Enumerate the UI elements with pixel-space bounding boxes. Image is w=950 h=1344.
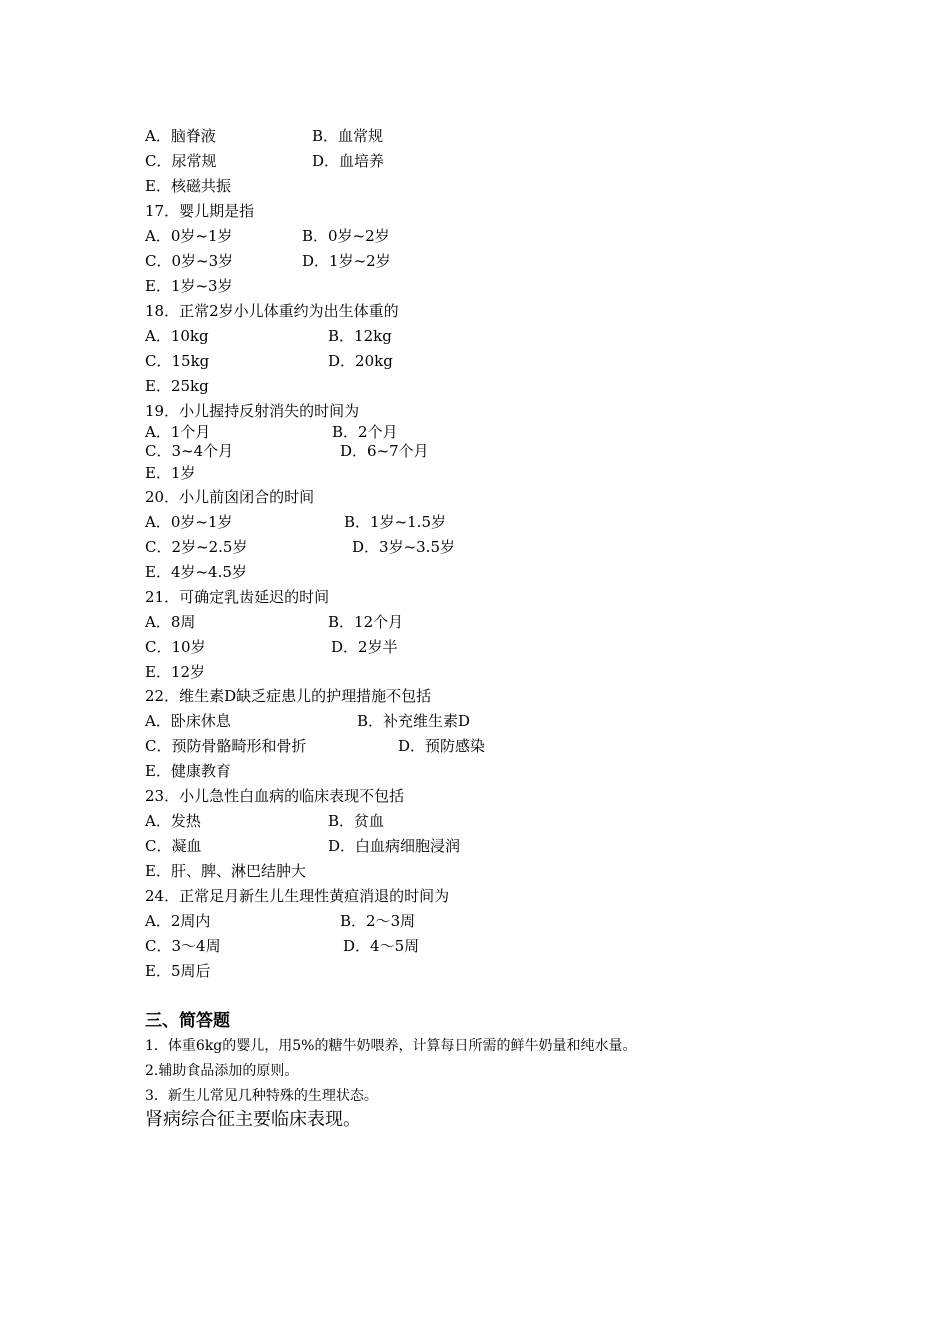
q23-option-e: E．肝、脾、淋巴结肿大	[145, 862, 306, 880]
q18-option-b: B．12kg	[328, 327, 392, 345]
q18-stem: 18．正常2岁小儿体重约为出生体重的	[145, 302, 399, 320]
q16-option-b: B．血常规	[312, 127, 384, 145]
q21-option-d: D．2岁半	[331, 638, 398, 656]
q18-option-e: E．25kg	[145, 377, 209, 395]
q21-option-c: C．10岁	[145, 638, 206, 656]
q21-option-b: B．12个月	[328, 613, 404, 631]
q24-option-c: C．3～4周	[145, 937, 221, 955]
q17-option-c: C．0岁~3岁	[145, 252, 234, 270]
q19-stem: 19．小儿握持反射消失的时间为	[145, 402, 360, 420]
short-answer-item: 肾病综合征主要临床表现。	[145, 1109, 361, 1130]
q24-stem: 24．正常足月新生儿生理性黄疸消退的时间为	[145, 887, 450, 905]
q21-option-e: E．12岁	[145, 663, 206, 681]
q20-option-c: C．2岁~2.5岁	[145, 538, 248, 556]
q16-option-a: A．脑脊液	[145, 127, 216, 145]
q21-option-a: A．8周	[145, 613, 196, 631]
q22-option-b: B．补充维生素D	[357, 712, 471, 730]
q19-option-c: C．3~4个月	[145, 442, 234, 460]
q17-option-d: D．1岁~2岁	[302, 252, 391, 270]
q18-option-c: C．15kg	[145, 352, 210, 370]
q24-option-d: D．4～5周	[343, 937, 420, 955]
q17-option-b: B．0岁~2岁	[302, 227, 390, 245]
q23-option-d: D．白血病细胞浸润	[328, 837, 461, 855]
q22-option-d: D．预防感染	[398, 737, 486, 755]
q16-option-d: D．血培养	[312, 152, 385, 170]
q23-option-a: A．发热	[145, 812, 201, 830]
q18-option-d: D．20kg	[328, 352, 393, 370]
q23-stem: 23．小儿急性白血病的临床表现不包括	[145, 787, 405, 805]
short-answer-item: 2.辅助食品添加的原则。	[145, 1063, 299, 1079]
q22-option-c: C．预防骨骼畸形和骨折	[145, 737, 307, 755]
q19-option-a: A．1个月	[145, 423, 211, 441]
q19-option-e: E．1岁	[145, 464, 196, 482]
q21-stem: 21．可确定乳齿延迟的时间	[145, 588, 330, 606]
q23-option-b: B．贫血	[328, 812, 385, 830]
q19-option-d: D．6~7个月	[340, 442, 429, 460]
q24-option-e: E．5周后	[145, 962, 211, 980]
q24-option-a: A．2周内	[145, 912, 211, 930]
q20-option-b: B．1岁~1.5岁	[344, 513, 446, 531]
q22-option-e: E．健康教育	[145, 762, 231, 780]
q20-stem: 20．小儿前囟闭合的时间	[145, 488, 315, 506]
q22-option-a: A．卧床休息	[145, 712, 231, 730]
q24-option-b: B．2～3周	[340, 912, 416, 930]
short-answer-item: 1．体重6kg的婴儿，用5%的糖牛奶喂养，计算每日所需的鲜牛奶量和纯水量。	[145, 1038, 637, 1054]
q16-option-c: C．尿常规	[145, 152, 217, 170]
q17-option-a: A．0岁~1岁	[145, 227, 233, 245]
q20-option-a: A．0岁~1岁	[145, 513, 233, 531]
short-answer-item: 3．新生儿常见几种特殊的生理状态。	[145, 1088, 378, 1104]
q17-option-e: E．1岁~3岁	[145, 277, 233, 295]
q18-option-a: A．10kg	[145, 327, 209, 345]
q20-option-e: E．4岁~4.5岁	[145, 563, 247, 581]
q23-option-c: C．凝血	[145, 837, 202, 855]
q16-option-e: E．核磁共振	[145, 177, 231, 195]
q17-stem: 17．婴儿期是指	[145, 202, 255, 220]
q19-option-b: B．2个月	[332, 423, 398, 441]
q20-option-d: D．3岁~3.5岁	[352, 538, 455, 556]
section-heading: 三、简答题	[145, 1011, 230, 1031]
q22-stem: 22．维生素D缺乏症患儿的护理措施不包括	[145, 687, 432, 705]
